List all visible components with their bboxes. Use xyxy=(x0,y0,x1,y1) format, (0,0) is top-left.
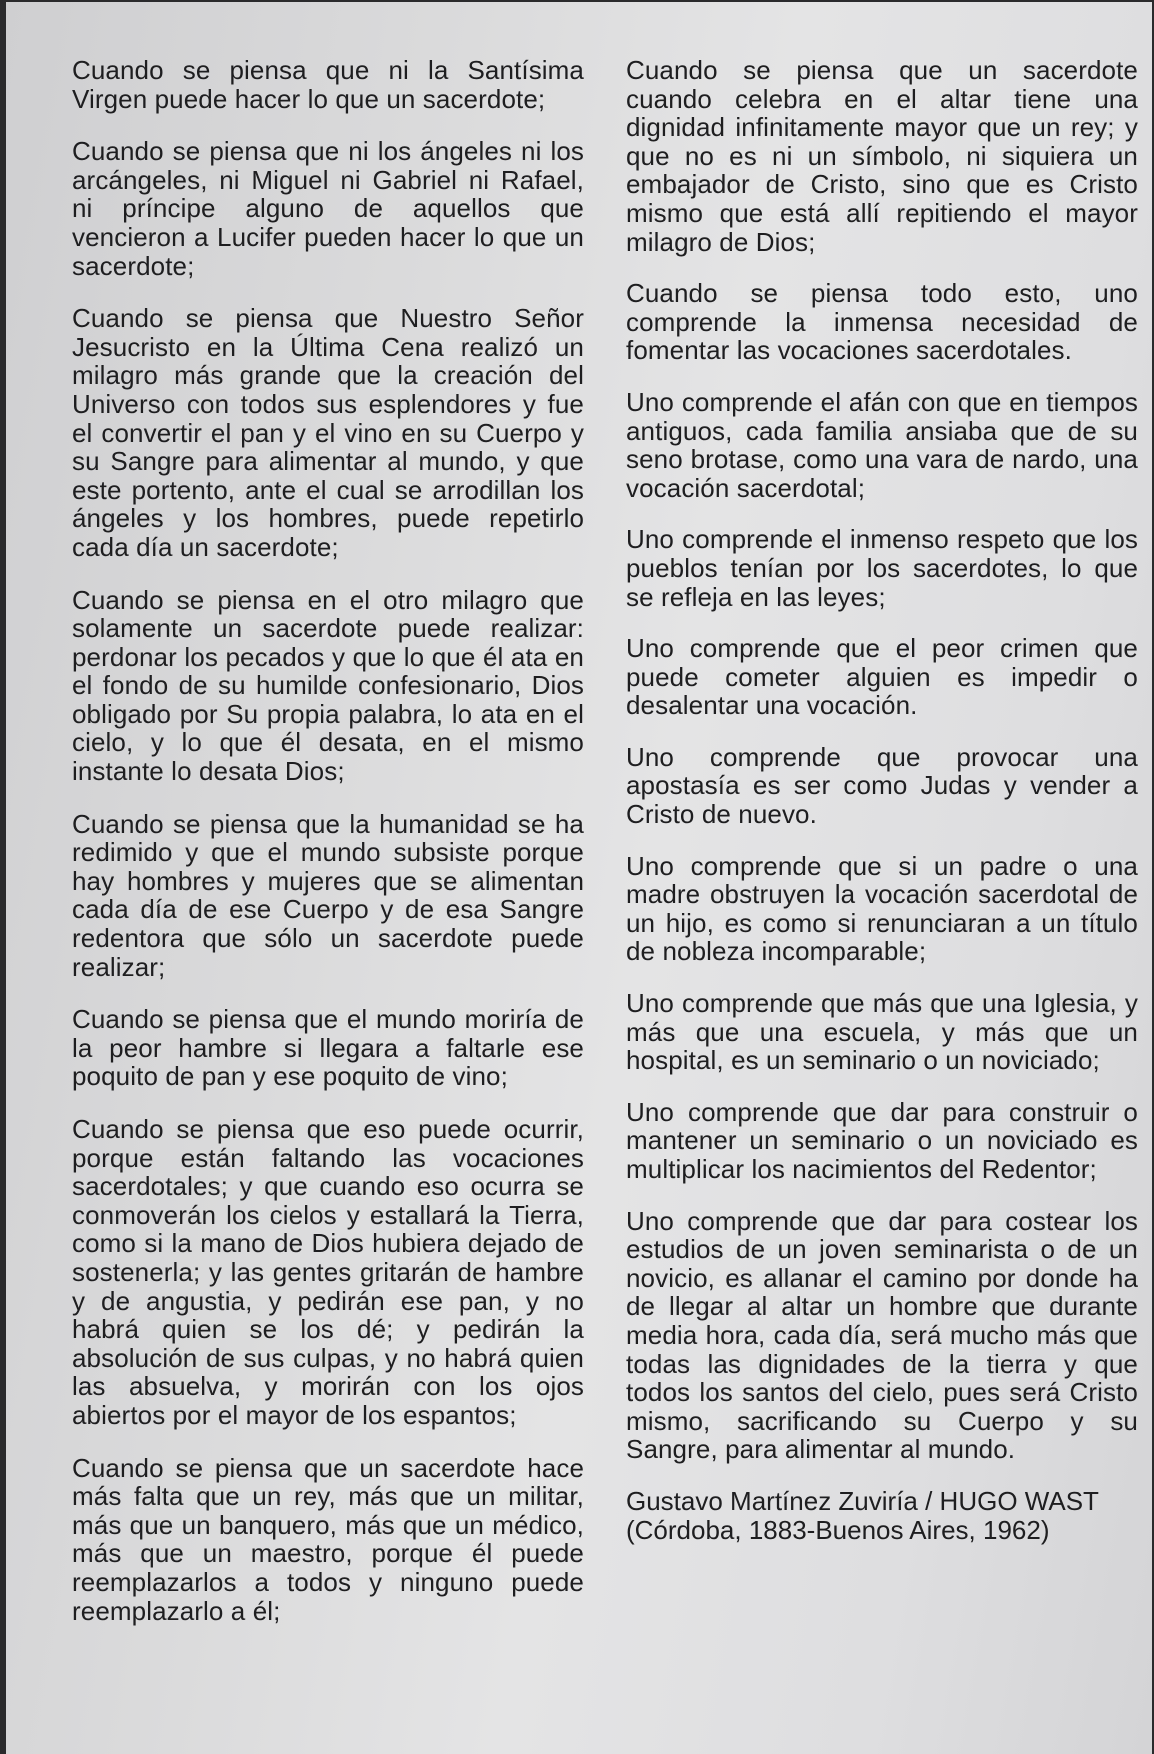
paragraph: Uno comprende que dar para construir o mantener un seminario o un noviciado es multiplicar los nacimientos del Redentor; xyxy=(626,1096,1138,1184)
paragraph: Cuando se piensa que la humanidad se ha redimido y que el mundo subsiste porque hay hombres y mujeres que se alimentan cada día de ese Cuerpo y de esa Sangre redentora que sólo un sacerdote puede realizar; xyxy=(72,808,584,982)
paragraph: Uno comprende que si un padre o una madre obstruyen la vocación sacerdotal de un hijo, es como si renunciaran a un título de nobleza incomparable; xyxy=(626,850,1138,967)
paragraph: Uno comprende el afán con que en tiempos antiguos, cada familia ansiaba que de su seno brotase, como una vara de nardo, una vocación sacerdotal; xyxy=(626,386,1138,503)
paragraph: Cuando se piensa que un sacerdote cuando celebra en el altar tiene una dignidad infinitamente mayor que un rey; y que no es ni un símbolo, ni siquiera un embajador de Cristo, sino que es Cristo mismo que está allí repitiendo el mayor milagro de Dios; xyxy=(626,55,1138,257)
paragraph: Uno comprende el inmenso respeto que los pueblos tenían por los sacerdotes, lo que se refleja en las leyes; xyxy=(626,524,1138,612)
paragraph: Cuando se piensa que el mundo moriría de la peor hambre si llegara a faltarle ese poquito de pan y ese poquito de vino; xyxy=(72,1004,584,1092)
left-column xyxy=(72,56,584,1649)
paragraph: Uno comprende que el peor crimen que puede cometer alguien es impedir o desalentar una vocación. xyxy=(626,633,1138,721)
author-dates: (Córdoba, 1883-Buenos Aires, 1962) xyxy=(626,1514,1050,1545)
paragraph: Cuando se piensa en el otro milagro que solamente un sacerdote puede realizar: perdonar los pecados y que lo que él ata en el fondo de su humilde confesionario, Dios obligado por Su propia palabra, lo ata en el cielo, y lo que él desata, en el mismo instante lo desata Dios; xyxy=(72,584,584,787)
paragraph: Cuando se piensa que ni la Santísima Virgen puede hacer lo que un sacerdote; xyxy=(72,55,584,114)
paragraph: Cuando se piensa que ni los ángeles ni los arcángeles, ni Miguel ni Gabriel ni Rafael, ni príncipe alguno de aquellos que vencieron a Lucifer pueden hacer lo que un sacerdote; xyxy=(72,136,584,281)
right-column xyxy=(626,56,1138,1545)
author-signature xyxy=(626,1487,1138,1545)
paragraph: Uno comprende que provocar una apostasía es ser como Judas y vender a Cristo de nuevo. xyxy=(626,741,1138,830)
author-name: Gustavo Martínez Zuviría / HUGO WAST xyxy=(626,1485,1099,1516)
printed-page xyxy=(6,2,1152,1754)
paragraph: Uno comprende que dar para costear los estudios de un joven seminarista o de un novicio, es allanar el camino por donde ha de llegar al altar un hombre que durante media hora, cada día, será mucho más que todas las dignidades de la tierra y que todos los santos del cielo, pues será Cristo mismo, sacrificando su Cuerpo y su Sangre, para alimentar al mundo. xyxy=(626,1205,1138,1465)
paragraph: Cuando se piensa que un sacerdote hace más falta que un rey, más que un militar, más que un banquero, más que un médico, más que un maestro, porque él puede reemplazarlos a todos y ninguno puede reemplazarlo a él; xyxy=(72,1452,584,1626)
paragraph: Cuando se piensa que eso puede ocurrir, porque están faltando las vocaciones sacerdotales; y que cuando eso ocurra se conmoverán los cielos y estallará la Tierra, como si la mano de Dios hubiera dejado de sostenerla; y las gentes gritarán de hambre y de angustia, y pedirán ese pan, y no habrá quien se los dé; y pedirán la absolución de sus culpas, y no habrá quien las absuelva, y morirán con los ojos abiertos por el mayor de los espantos; xyxy=(72,1114,584,1430)
paragraph: Cuando se piensa todo esto, uno comprende la inmensa necesidad de fomentar las vocaciones sacerdotales. xyxy=(626,278,1138,366)
paragraph: Cuando se piensa que Nuestro Señor Jesucristo en la Última Cena realizó un milagro más grande que la creación del Universo con todos sus esplendores y fue el convertir el pan y el vino en su Cuerpo y su Sangre para alimentar al mundo, y que este portento, ante el cual se arrodillan los ángeles y los hombres, puede repetirlo cada día un sacerdote; xyxy=(72,303,584,562)
paragraph: Uno comprende que más que una Iglesia, y más que una escuela, y más que un hospital, es un seminario o un noviciado; xyxy=(626,988,1138,1076)
